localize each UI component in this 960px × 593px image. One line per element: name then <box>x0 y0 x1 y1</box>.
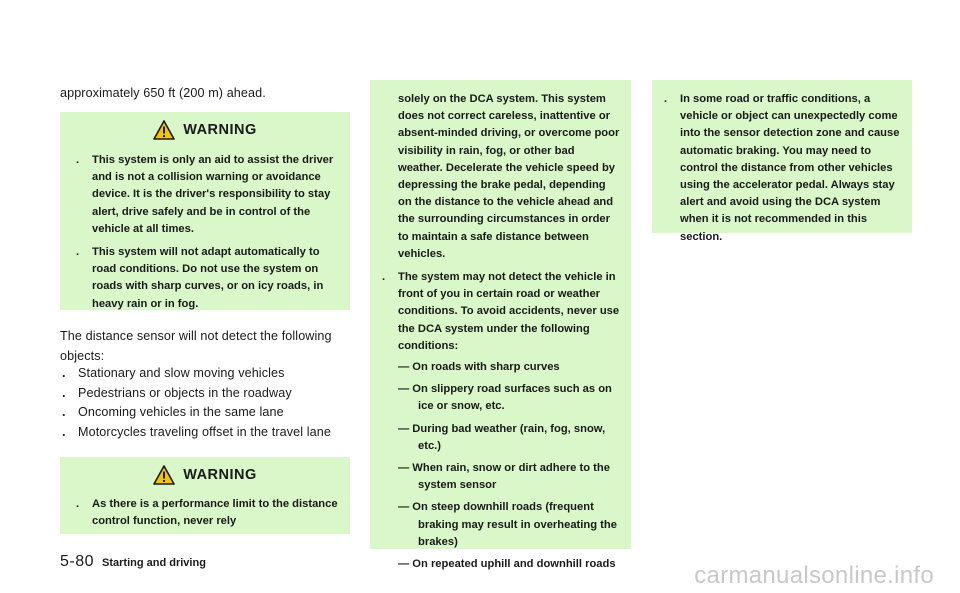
warning-box-1 <box>60 112 350 310</box>
warning-box-continued-2 <box>652 80 912 243</box>
list-item-text: Pedestrians or objects in the roadway <box>78 385 292 400</box>
bullet-dot: . <box>76 154 80 166</box>
list-item: — On repeated uphill and downhill roads <box>398 558 616 571</box>
warning-bullet-text: The system may not detect the vehicle in front of you in certain road or weather conditions. To avoid accidents, never use the DCA system under the following conditions: <box>398 271 620 352</box>
bullet-dot: . <box>62 366 66 380</box>
list-item: — During bad weather (rain, fog, snow, etc.) <box>398 422 606 452</box>
warning-header <box>60 457 350 493</box>
warning-bullet <box>74 244 338 313</box>
list-item <box>60 423 350 443</box>
warning-box-2 <box>60 457 350 534</box>
watermark: carmanualsonline.info <box>694 562 934 589</box>
list-item-text: Stationary and slow moving vehicles <box>78 366 285 380</box>
warning-bullet-text: This system will not adapt automatically to road conditions. Do not use the system on roads with sharp curves, or on icy roads, in heavy rain or in fog. <box>92 246 324 310</box>
page-footer <box>60 553 206 571</box>
list-item <box>60 403 350 423</box>
warning-bullet-text: As there is a performance limit to the distance control function, never rely <box>92 498 338 528</box>
list-item: — On slippery road surfaces such as on ice or snow, etc. <box>398 383 612 413</box>
bullet-dot: . <box>62 424 66 439</box>
page-number: 5-80 <box>60 553 95 570</box>
bullet-dot: . <box>62 405 66 419</box>
warning-bullet <box>380 269 621 355</box>
list-item-text: Oncoming vehicles in the same lane <box>78 405 284 419</box>
bullet-dot: . <box>62 385 66 400</box>
warning-bullet <box>74 496 338 530</box>
bullet-dot: . <box>76 498 80 510</box>
list-item-text: Motorcycles traveling offset in the travel lane <box>78 424 331 439</box>
warning-bullet <box>74 152 338 238</box>
bullet-dot: . <box>382 271 386 284</box>
intro-text: approximately 650 ft (200 m) ahead. <box>60 86 266 100</box>
conditions-list <box>380 359 621 573</box>
sensor-paragraph: The distance sensor will not detect the following objects: <box>60 329 332 363</box>
warning-title: WARNING <box>183 122 257 138</box>
warning-triangle-icon <box>153 120 175 140</box>
bullet-dot: . <box>76 246 80 259</box>
warning-title: WARNING <box>183 467 257 483</box>
warning-bullet-text: In some road or traffic conditions, a vehicle or object can unexpectedly come into the sensor detection zone and cause automatic braking. You may need to control the distance from other vehicles using the accelerator pedal. Always stay alert and avoid using the DCA system when it is not recommended in this section. <box>680 93 900 243</box>
list-item: — On roads with sharp curves <box>398 361 560 374</box>
warning-box-continued <box>370 80 631 571</box>
list-item <box>60 384 350 404</box>
warning-bullet-text: This system is only an aid to assist the driver and is not a collision warning or avoidance device. It is the driver's responsibility to stay alert, drive safely and be in control of the vehicle at all times. <box>92 154 334 235</box>
list-item: — When rain, snow or dirt adhere to the system sensor <box>398 462 610 492</box>
warning-triangle-icon <box>153 465 175 485</box>
warning-header <box>60 112 350 148</box>
warning-continued-text: solely on the DCA system. This system does not correct careless, inattentive or absent-minded driving, or overcome poor visibility in rain, fog, or other bad weather. Decelerate the vehicle speed by depressing the brake pedal, depending on the distance to the vehicle ahead and the surrounding circumstances in order to maintain a safe distance between vehicles. <box>398 93 620 260</box>
list-item <box>60 364 350 384</box>
warning-bullet <box>662 91 902 246</box>
section-title: Starting and driving <box>102 557 206 569</box>
objects-list <box>60 364 350 442</box>
list-item: — On steep downhill roads (frequent braking may result in overheating the brakes) <box>398 501 617 548</box>
bullet-dot: . <box>664 93 668 105</box>
